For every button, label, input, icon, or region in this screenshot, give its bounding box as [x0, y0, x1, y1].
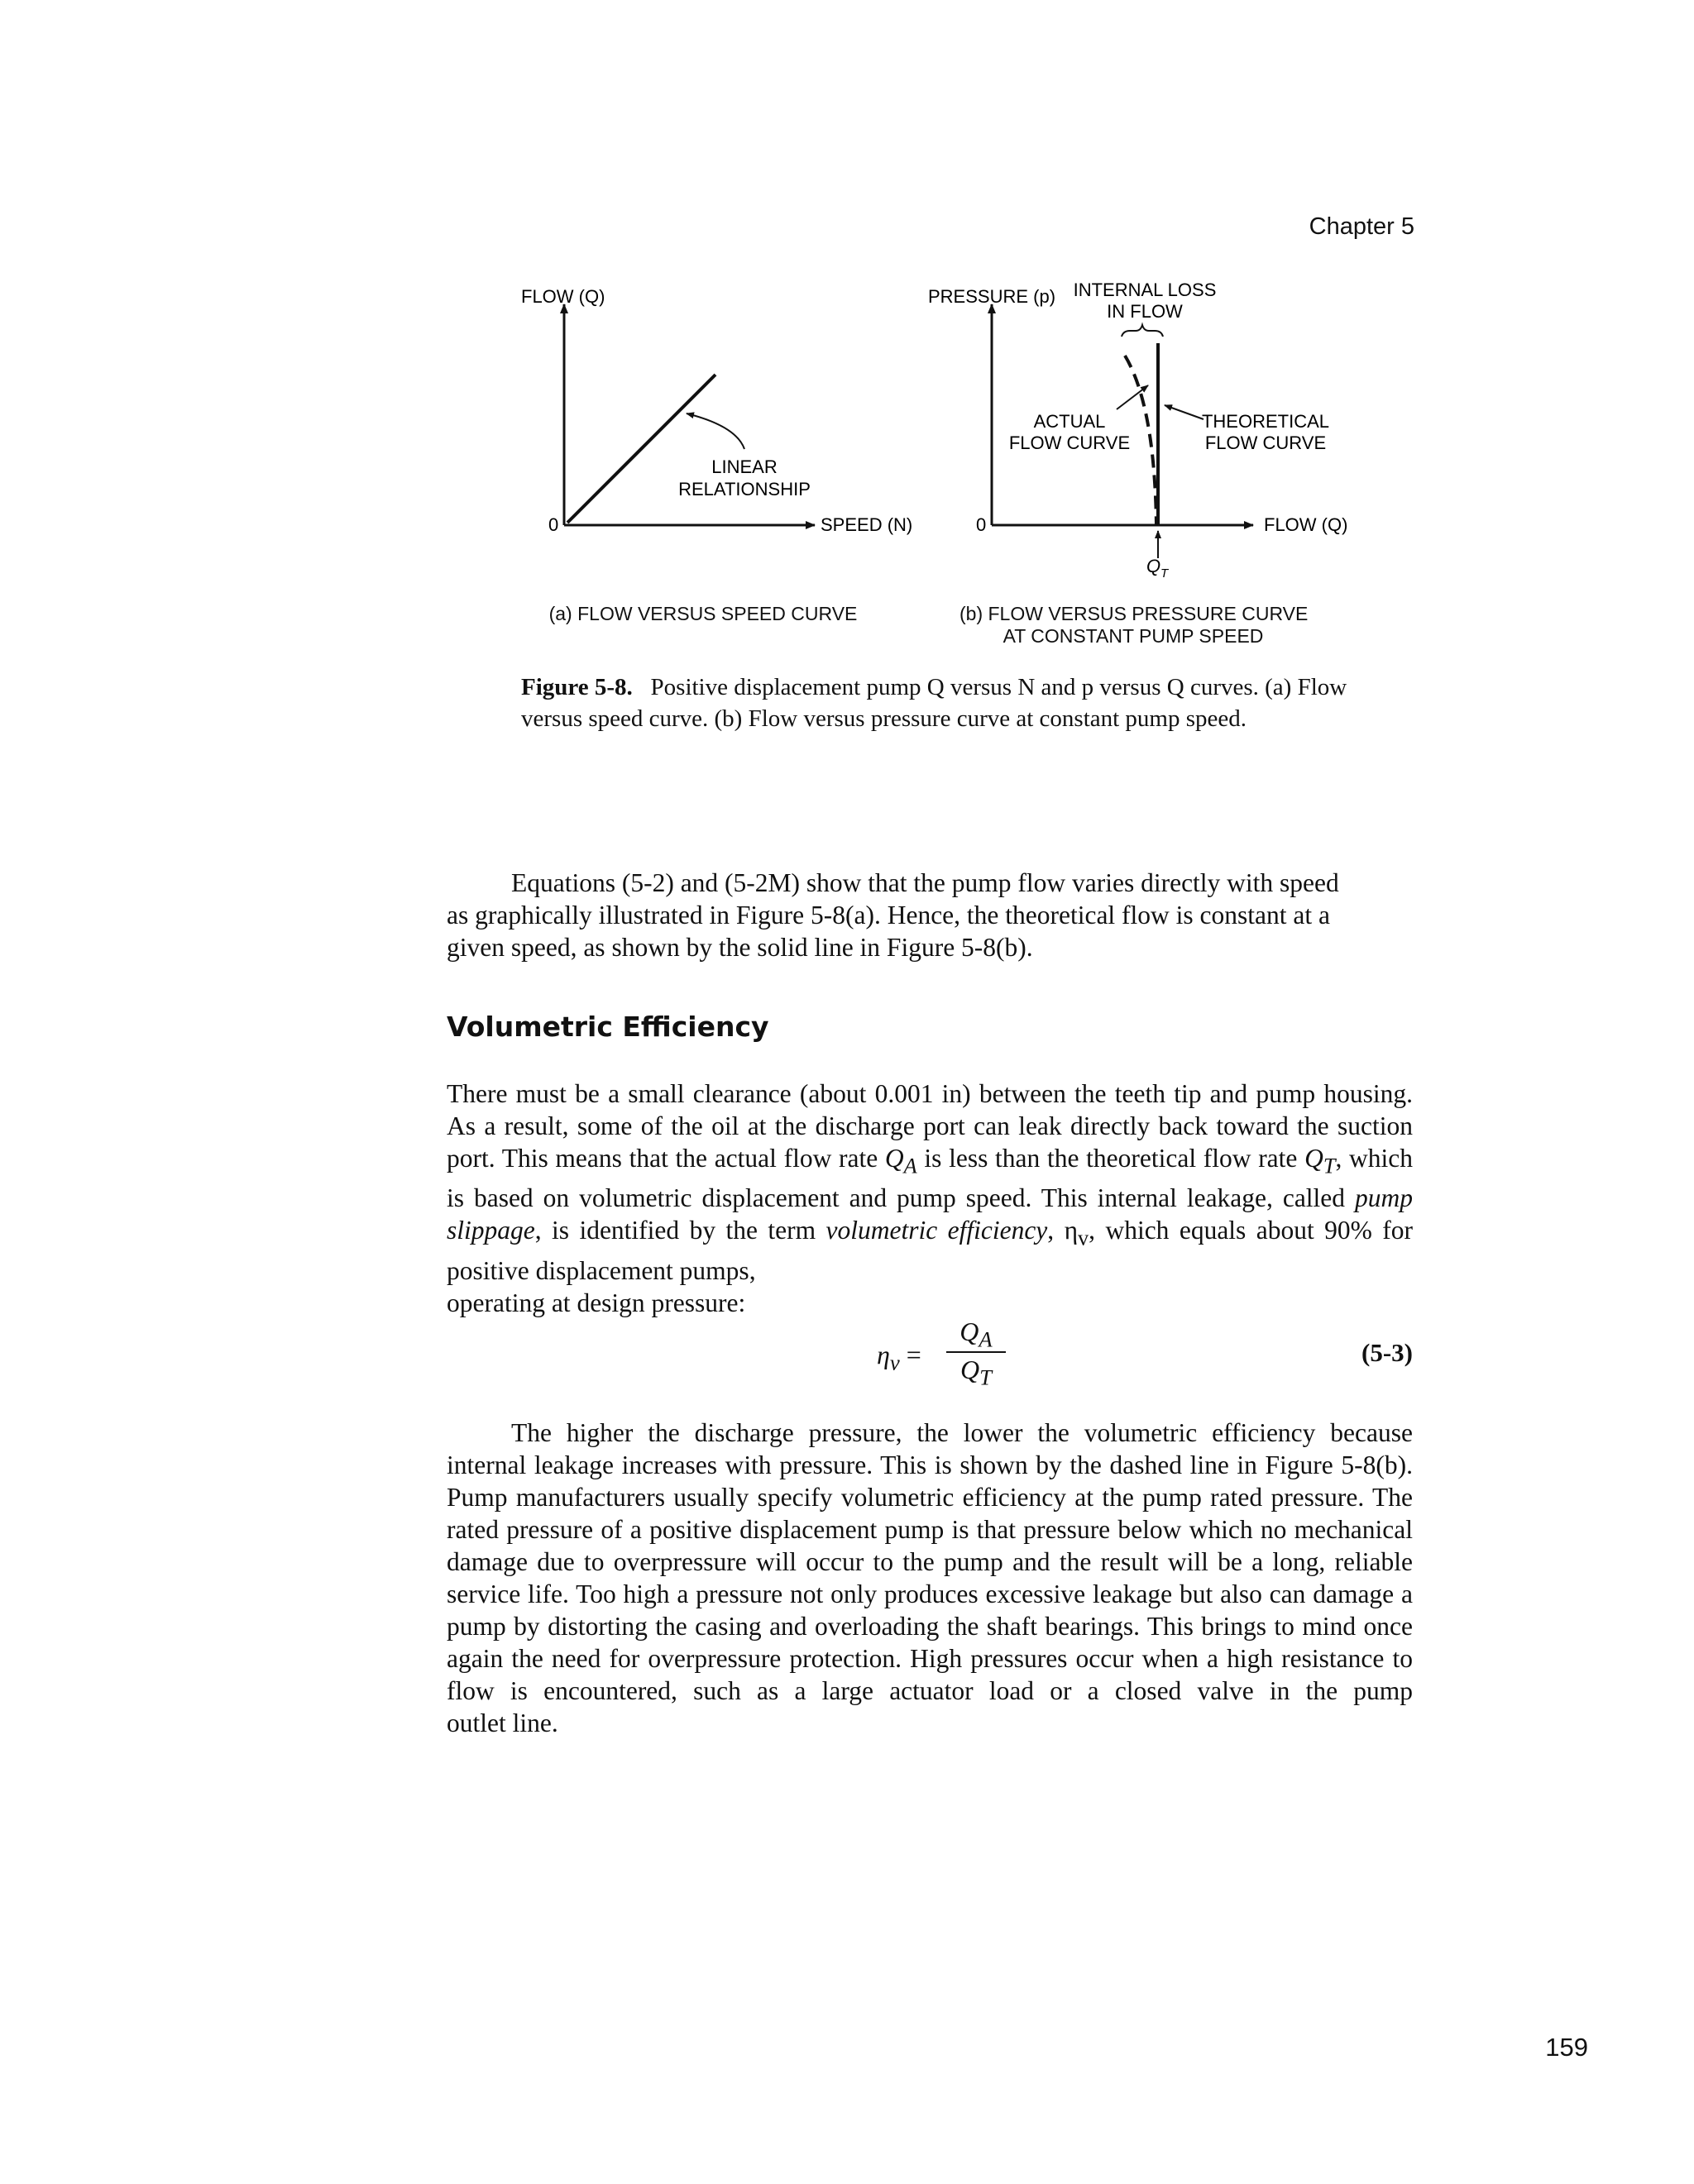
p2-eta-sub: v — [1078, 1226, 1089, 1250]
a-figure-caption: (a) FLOW VERSUS SPEED CURVE — [548, 603, 858, 624]
paragraph-3-body: The higher the discharge pressure, the lower the volumetric efficiency because internal leakage increases with pressure. This is shown by the dashed line in Figure 5-8(b). Pump manufacturers usually specify volumetric efficiency at the pump rated pressure. The rated pressure of a positive displacement pump is that pressure below which no mechanical damage due to overpressure will occur to the pump and the result will be a long, reliable service life. Too high a pressure not only produces excessive leakage but also can damage a pump by distorting the casing and overloading the shaft bearings. This brings to mind once again the need for overpressure protection. High pressures occur when a high resistance to flow is encountered, such as a large actuator load or a closed valve in the pump — [447, 1418, 1413, 1705]
a-annotation-line1: LINEAR — [711, 456, 778, 477]
equation-denominator — [941, 1355, 1011, 1390]
b-x-axis-label: FLOW (Q) — [1264, 514, 1348, 535]
equation-fraction-bar — [946, 1351, 1006, 1353]
b-theoretical-leader — [1165, 405, 1204, 419]
b-y-axis-label: PRESSURE (p) — [928, 286, 1056, 307]
figure-caption-text: Positive displacement pump Q versus N and p versus Q curves. (a) Flow versus speed curve. (b) Flow versus pressure curve at constant pump speed. — [521, 674, 1347, 732]
equation-fraction — [941, 1317, 1011, 1390]
section-title: Volumetric Efficiency — [447, 1011, 769, 1043]
equation-eta-sub: v — [889, 1350, 900, 1375]
running-head: Chapter 5 — [1309, 213, 1414, 240]
equation-lhs — [877, 1340, 921, 1375]
p2-text-5: , η — [1047, 1216, 1079, 1245]
p2-text-3: , which is based on volumetric displacement and pump speed. This internal leakage, called — [447, 1144, 1414, 1213]
p2-qt: Q — [1304, 1144, 1323, 1173]
p2-text-2: is less than the theoretical flow rate — [916, 1144, 1305, 1173]
p2-qt-sub: T — [1323, 1154, 1336, 1178]
b-origin-label: 0 — [976, 514, 987, 535]
paragraph-1-line-2: as graphically illustrated in Figure 5-8(a). Hence, the theoretical flow is constant at a — [447, 901, 1331, 930]
b-theoretical-line2: FLOW CURVE — [1204, 432, 1327, 453]
b-internal-loss-line2: IN FLOW — [1107, 301, 1183, 322]
b-internal-loss-brace — [1122, 325, 1163, 337]
equation-num-sub: A — [979, 1326, 993, 1352]
a-y-axis-label: FLOW (Q) — [521, 286, 605, 307]
a-origin-label: 0 — [548, 514, 559, 535]
paragraph-3-last-line: outlet line. — [447, 1708, 558, 1737]
b-figure-caption-line1: (b) FLOW VERSUS PRESSURE CURVE — [959, 603, 1309, 624]
p2-text-6: , which equals about 90% for positive displacement pumps, — [447, 1216, 1413, 1285]
equation-equals: = — [899, 1340, 921, 1369]
a-linear-flow-line — [567, 375, 715, 523]
p2-text-1: There must be a small clearance (about 0.001 in) between the teeth tip and pump housing. As a result, some of the oil at the discharge port can leak directly back toward the suction port. This means that the actual flow rate — [447, 1079, 1413, 1173]
p2-term-pump-slippage: pump slippage — [447, 1183, 1413, 1245]
paragraph-1 — [447, 867, 1413, 963]
equation-numerator — [941, 1317, 1011, 1350]
panel-a — [521, 286, 912, 535]
b-qt-subscript: T — [1160, 566, 1169, 581]
equation-num-q: Q — [959, 1317, 979, 1346]
p2-term-volumetric-efficiency: volumetric efficiency — [825, 1216, 1048, 1245]
equation-eta: η — [877, 1340, 890, 1369]
equation-5-3 — [447, 1317, 1413, 1391]
b-actual-line2: FLOW CURVE — [1008, 432, 1131, 453]
equation-number: (5-3) — [1361, 1338, 1413, 1367]
p2-text-4: , is identified by the term — [534, 1216, 826, 1245]
figure-caption — [521, 671, 1381, 734]
a-annotation-line2: RELATIONSHIP — [678, 479, 811, 499]
equation-den-sub: T — [979, 1364, 992, 1390]
figure-caption-label: Figure 5-8. — [521, 674, 633, 700]
paragraph-1-line-1: Equations (5-2) and (5-2M) show that the pump flow varies directly with speed — [511, 868, 1339, 897]
panel-b — [928, 280, 1347, 581]
b-internal-loss-line1: INTERNAL LOSS — [1073, 280, 1217, 300]
paragraph-2 — [447, 1078, 1413, 1319]
a-annotation-leader — [687, 413, 744, 449]
paragraph-3 — [447, 1417, 1413, 1739]
b-figure-caption-line2: AT CONSTANT PUMP SPEED — [1003, 625, 1264, 647]
a-x-axis-label: SPEED (N) — [821, 514, 913, 535]
equation-den-q: Q — [960, 1355, 980, 1384]
b-theoretical-line1: THEORETICAL — [1201, 411, 1330, 432]
paragraph-1-line-3: given speed, as shown by the solid line in Figure 5-8(b). — [447, 933, 1033, 962]
b-qt-label: Q — [1146, 556, 1161, 576]
figure-5-8 — [463, 273, 1489, 662]
page-number: 159 — [1545, 2033, 1588, 2062]
p2-qa-sub: A — [903, 1154, 917, 1178]
p2-last-line: operating at design pressure: — [447, 1288, 746, 1317]
p2-qa: Q — [884, 1144, 904, 1173]
b-actual-line1: ACTUAL — [1033, 411, 1106, 432]
